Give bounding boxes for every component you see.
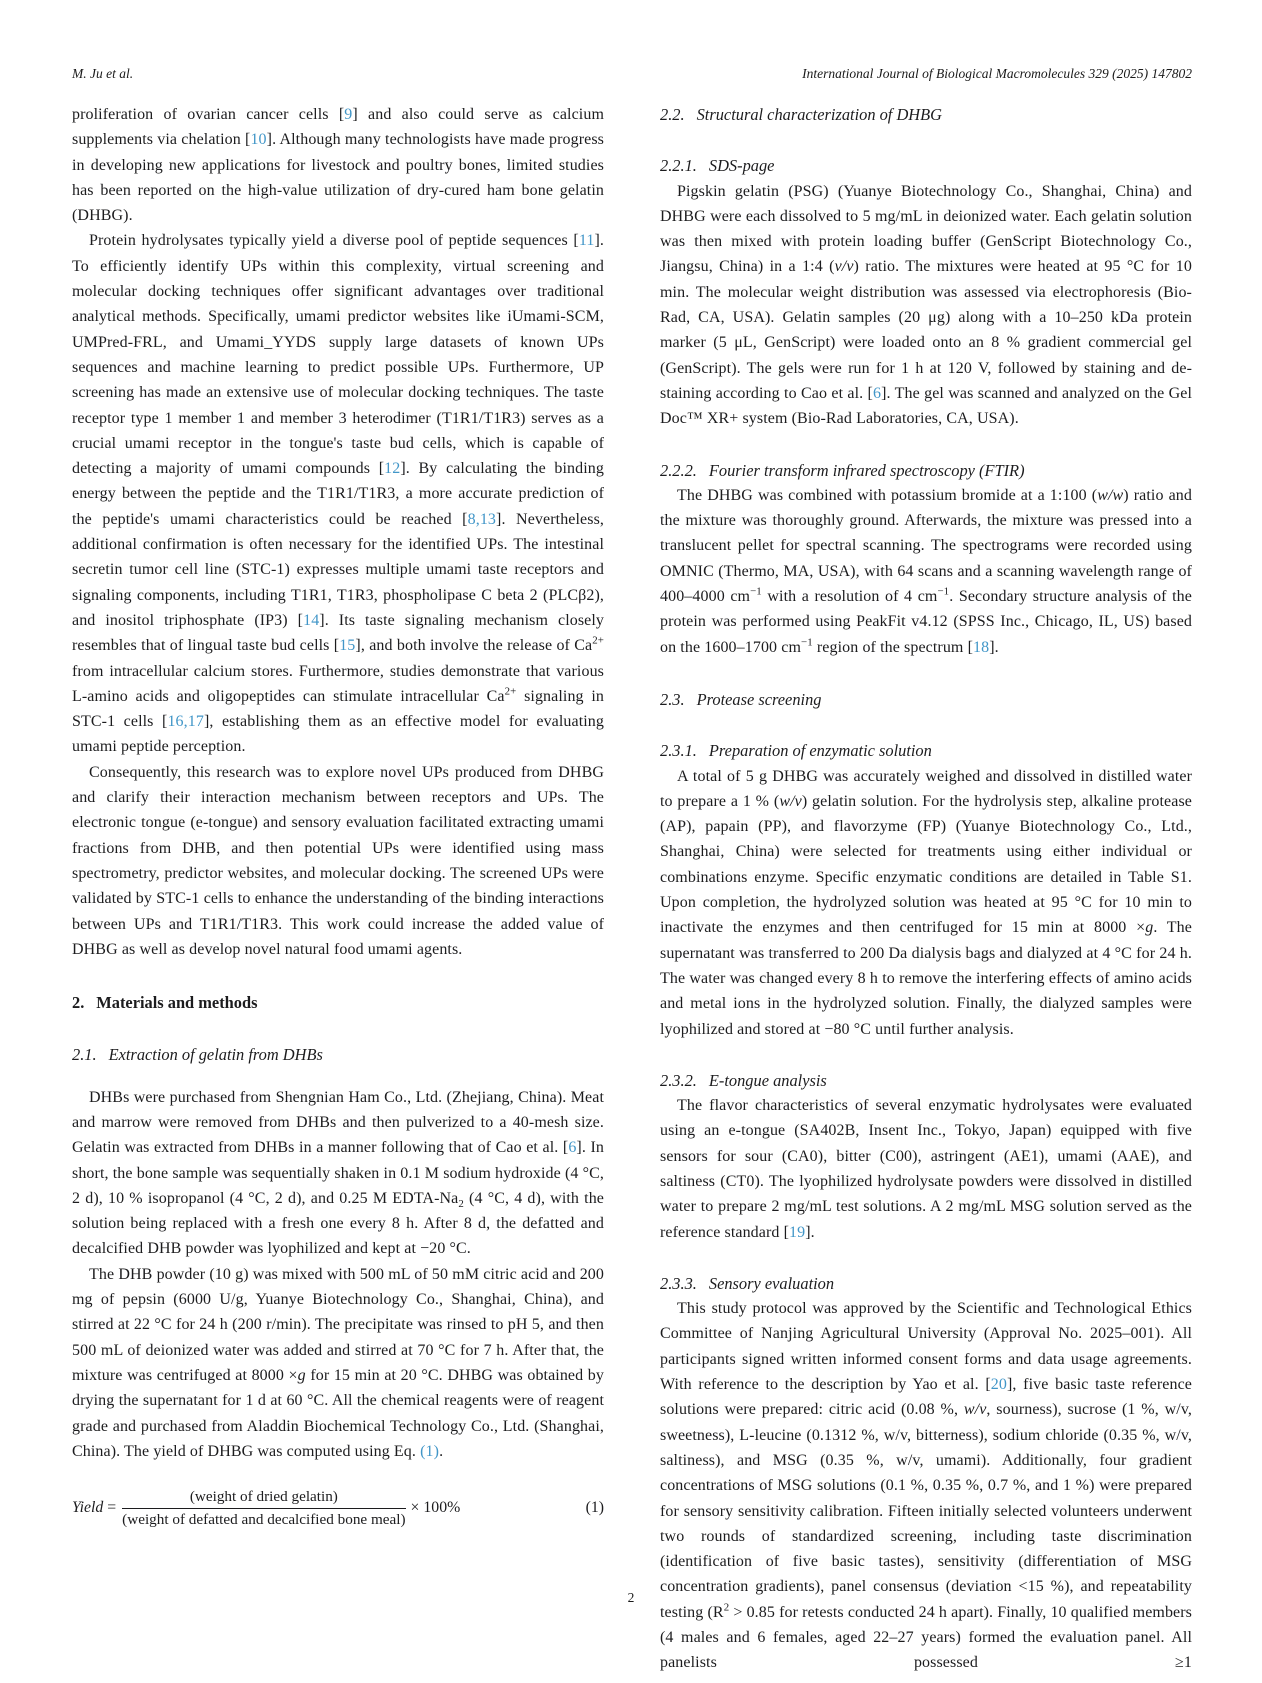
section-number: 2.2.2.	[660, 460, 697, 480]
text-segment: ) ratio and the mixture was thoroughly ground. Afterwards, the mixture was pressed into a translucent pellet for spectral scanning. The spectrograms were recorded using OMNIC (Thermo, MA, USA), with 64 scans and a scanning wavelength range of 400–4000 cm	[660, 486, 1192, 606]
text-segment: ]. To efficiently identify UPs within this complexity, virtual screening and molecular docking techniques offer significant advantages over traditional analytical methods. Specifically, umami predictor websites like iUmami-SCM, UMPred-FRL, and Umami_YYDS supply large datasets of known UPs sequences and machine learning to predict possible UPs. Furthermore, UP screening has made an extensive use of molecular docking techniques. The taste receptor type 1 member 1 and member 3 heterodimer (T1R1/T1R3) serves as a crucial umami receptor in the tongue's taste bud cells, which is capable of detecting a majority of umami compounds [	[72, 232, 604, 478]
section-title: E-tongue analysis	[708, 1070, 827, 1090]
equation-multiplier: × 100%	[410, 1499, 461, 1517]
left-column	[72, 102, 604, 1676]
paragraph	[72, 228, 604, 759]
paragraph	[72, 102, 604, 228]
section-number: 2.1.	[72, 1045, 97, 1065]
section-number: 2.2.1.	[660, 156, 697, 176]
text-segment: for 15 min at 20 °C. DHBG was obtained by drying the supernatant for 1 d at 60 °C. All the chemical reagents were of reagent grade and purchased from Aladdin Biochemical Technology Co., Ltd. (Shanghai, China). The yield of DHBG was computed using Eq.	[72, 1366, 604, 1460]
text-segment: g	[297, 1366, 306, 1384]
yield-equation	[72, 1488, 604, 1528]
text-segment: 2	[723, 1601, 730, 1614]
text-segment: (4 °C, 4 d), with the solution being replaced with a fresh one every 8 h. After 8 d, the defatted and decalcified DHB powder was lyophilized and kept at −20 °C.	[72, 1189, 604, 1258]
text-segment: 2	[458, 1198, 464, 1211]
paragraph	[660, 179, 1192, 432]
section-heading	[660, 738, 1192, 763]
section-number: 2.3.	[660, 689, 685, 709]
text-segment: signaling in STC-1 cells [	[72, 687, 604, 731]
text-segment: The DHBG was combined with potassium bromide at a 1:100 (	[677, 486, 1098, 504]
section-title: Protease screening	[696, 689, 822, 709]
citation-link[interactable]: 11	[578, 232, 595, 250]
text-segment: . Secondary structure analysis of the protein was performed using PeakFit v4.12 (SPSS Inc., Chicago, IL, US) based on the 1600–1700 cm	[660, 588, 1192, 656]
page-number: 2	[627, 1590, 635, 1605]
section-heading	[660, 1271, 1192, 1296]
citation-link[interactable]: 20	[990, 1376, 1007, 1394]
fraction-denominator: (weight of defatted and decalcified bone meal)	[122, 1510, 406, 1528]
text-segment: .	[439, 1442, 444, 1460]
text-segment: . The supernatant was transferred to 200 Da dialysis bags and dialyzed at 4 °C for 24 h. The water was changed every 8 h to remove the interfering effects of amino acids and metal ions in the hydrolyzed solution. Finally, the dialyzed samples were lyophilized and stored at −80 °C until further analysis.	[660, 919, 1192, 1038]
text-segment: ]. In short, the bone sample was sequentially shaken in 0.1 M sodium hydroxide (4 °C, 2 d), 10 % isopropanol (4 °C, 2 d), and 0.25 M EDTA-Na	[72, 1139, 605, 1207]
paragraph	[72, 1085, 604, 1262]
paragraph	[660, 1296, 1192, 1675]
section-number: 2.3.1.	[660, 741, 697, 761]
citation-link[interactable]: 16,17	[167, 713, 204, 731]
text-segment: proliferation of ovarian cancer cells [	[72, 106, 345, 123]
section-title: Extraction of gelatin from DHBs	[108, 1045, 323, 1065]
running-header	[72, 66, 1192, 82]
text-segment: > 0.85 for retests conducted 24 h apart). Finally, 10 qualified members (4 males and 6 females, aged 22–27 years) formed the evaluation panel. All panelists possessed ≥1	[660, 1603, 1192, 1672]
section-title: Structural characterization of DHBG	[696, 105, 942, 124]
text-segment: , sourness), sucrose (1 %, w/v, sweetness), L-leucine (0.1312 %, w/v, bitterness), sodium chloride (0.35 %, w/v, saltiness), and MSG (0.35 %, w/v, umami). Additionally, four gradient concentrations of MSG solutions (0.1 %, 0.35 %, 0.7 %, and 1 %) were prepared for sensory sensitivity calibration. Fifteen initially selected volunteers underwent two rounds of standardized screening, including taste discrimination (identification of five basic tastes), sensitivity (differentiation of MSG concentration gradients), panel consensus (deviation <15 %), and repeatability testing (R	[660, 1401, 1192, 1621]
citation-link[interactable]: 8,13	[467, 510, 497, 528]
text-segment: ].	[989, 638, 999, 656]
equation-fraction	[122, 1488, 405, 1528]
paragraph	[72, 760, 604, 962]
right-column	[660, 102, 1192, 1676]
page-footer	[0, 1590, 1262, 1606]
section-heading	[72, 1042, 604, 1067]
text-segment: 2+	[504, 685, 517, 698]
text-segment: ].	[805, 1223, 815, 1241]
citation-link[interactable]: 10	[250, 131, 267, 149]
section-heading	[660, 102, 1192, 127]
citation-link[interactable]: 19	[789, 1223, 806, 1241]
text-segment: w/v	[963, 1401, 987, 1419]
two-column-content	[72, 102, 1192, 1676]
section-heading	[660, 687, 1192, 712]
text-segment: ]. By calculating the binding energy between the peptide and the T1R1/T1R3, a more accurate prediction of the peptide's umami characteristics could be reached [	[72, 460, 605, 528]
text-segment: ], establishing them as an effective model for evaluating umami peptide perception.	[72, 713, 605, 756]
citation-link[interactable]: 6	[568, 1139, 577, 1157]
text-segment: g	[1145, 919, 1154, 937]
section-heading	[72, 990, 604, 1015]
citation-link[interactable]: 9	[344, 106, 353, 123]
text-segment: ]. Its taste signaling mechanism closely resembles that of lingual taste bud cells [	[72, 611, 605, 655]
section-heading	[660, 458, 1192, 483]
section-title: SDS-page	[708, 156, 775, 176]
section-heading	[660, 153, 1192, 178]
equation-label: (1)	[585, 1499, 604, 1517]
text-segment: −1	[750, 585, 762, 598]
text-segment: ] and also could serve as calcium supplements via chelation [	[72, 106, 604, 149]
text-segment: DHBs were purchased from Shengnian Ham Co., Ltd. (Zhejiang, China). Meat and marrow were removed from DHBs and then pulverized to a 40-mesh size. Gelatin was extracted from DHBs in a manner following that of Cao et al. [	[72, 1088, 604, 1157]
text-segment: region of the spectrum [	[812, 638, 974, 656]
section-number: 2.3.3.	[660, 1273, 697, 1293]
text-segment: v/v	[834, 258, 854, 276]
fraction-numerator: (weight of dried gelatin)	[122, 1488, 405, 1508]
citation-link[interactable]: 6	[873, 384, 882, 402]
text-segment: Protein hydrolysates typically yield a diverse pool of peptide sequences [	[89, 232, 579, 250]
header-journal: International Journal of Biological Macromolecules 329 (2025) 147802	[802, 66, 1192, 81]
text-segment: ) ratio. The mixtures were heated at 95 °C for 10 min. The molecular weight distribution was assessed via electrophoresis (Bio-Rad, CA, USA). Gelatin samples (20 μg) along with a 10–250 kDa protein marker (5 μL, GenScript) were loaded onto an 8 % gradient commercial gel (GenScript). The gels were run for 1 h at 120 V, followed by staining and de-staining according to Cao et al. [	[660, 258, 1192, 402]
section-number: 2.2.	[660, 105, 685, 124]
section-title: Materials and methods	[96, 993, 258, 1013]
equation-variable: Yield	[72, 1499, 104, 1517]
text-segment: ]. Although many technologists have made progress in developing new applications for livestock and poultry bones, limited studies has been reported on the high-value utilization of dry-cured ham bone gelatin (DHBG).	[72, 131, 604, 225]
text-segment: A total of 5 g DHBG was accurately weighed and dissolved in distilled water to prepare a 1 % (	[660, 767, 1192, 810]
paragraph	[660, 764, 1192, 1042]
text-segment: ) gelatin solution. For the hydrolysis step, alkaline protease (AP), papain (PP), and flavorzyme (FP) (Yuanye Biotechnology Co., Ltd., Shanghai, China) were selected for treatments using either individual or combinations enzyme. Specific enzymatic conditions are detailed in Table S1. Upon completion, the hydrolyzed solution was heated at 95 °C for 10 min to inactivate the enzymes and then centrifuged for 15 min at 8000 ×	[660, 792, 1192, 937]
section-number: 2.3.2.	[660, 1070, 697, 1090]
section-number: 2.	[72, 993, 85, 1013]
text-segment: ]. The gel was scanned and analyzed on the Gel Doc™ XR+ system (Bio-Rad Laboratories, CA, USA).	[660, 384, 1192, 428]
text-segment: with a resolution of 4 cm	[761, 588, 938, 606]
section-title: Preparation of enzymatic solution	[708, 741, 932, 761]
text-segment: 2+	[592, 634, 604, 647]
text-segment: This study protocol was approved by the Scientific and Technological Ethics Committee of Nanjing Agricultural University (Approval No. 2025–001). All participants signed written informed consent forms and data usage agreements. With reference to the description by Yao et al. [	[660, 1300, 1192, 1394]
paragraph	[660, 483, 1192, 660]
text-segment: −1	[937, 585, 950, 598]
text-segment: The flavor characteristics of several enzymatic hydrolysates were evaluated using an e-tongue (SA402B, Insent Inc., Tokyo, Japan) equipped with five sensors for sour (CA0), bitter (C00), astringent (AE1), umami (AAE), and saltiness (CT0). The lyophilized hydrolysate powders were dissolved in distilled water to prepare 2 mg/mL test solutions. A 2 mg/mL MSG solution served as the reference standard [	[660, 1097, 1192, 1241]
text-segment: from intracellular calcium stores. Furthermore, studies demonstrate that various L-amino acids and oligopeptides can stimulate intracellular Ca	[72, 662, 604, 705]
citation-link[interactable]: 14	[303, 611, 320, 629]
section-heading	[660, 1068, 1192, 1093]
citation-link[interactable]: 15	[339, 637, 356, 655]
text-segment: Consequently, this research was to explore novel UPs produced from DHBG and clarify their interaction mechanism between receptors and UPs. The electronic tongue (e-tongue) and sensory evaluation facilitated extracting umami fractions from DHB, and then potential UPs were identified using mass spectrometry, predictor websites, and molecular docking. The screened UPs were validated by STC-1 cells to enhance the understanding of the binding interactions between UPs and T1R1/T1R3. This work could increase the added value of DHBG as well as develop novel natural food umami agents.	[72, 763, 604, 958]
citation-link[interactable]: (1)	[420, 1442, 440, 1460]
text-segment: ], and both involve the release of Ca	[355, 637, 593, 655]
citation-link[interactable]: 12	[384, 460, 401, 478]
header-author: M. Ju et al.	[72, 66, 134, 81]
text-segment: w/w	[1097, 486, 1124, 504]
section-title: Sensory evaluation	[708, 1273, 835, 1293]
text-segment: ], five basic taste reference solutions were prepared: citric acid (0.08 %,	[660, 1376, 1192, 1419]
equation-lhs: Yield =	[72, 1499, 117, 1517]
text-segment: −1	[801, 636, 813, 649]
section-title: Fourier transform infrared spectroscopy (FTIR)	[708, 460, 1025, 480]
citation-link[interactable]: 18	[973, 638, 990, 656]
text-segment: The DHB powder (10 g) was mixed with 500 mL of 50 mM citric acid and 200 mg of pepsin (6000 U/g, Yuanye Biotechnology Co., Shanghai, China), and stirred at 22 °C for 24 h (200 r/min). The precipitate was rinsed to pH 5, and then 500 mL of deionized water was added and stirred at 70 °C for 7 h. After that, the mixture was centrifuged at 8000 ×	[72, 1265, 604, 1384]
paragraph	[72, 1262, 604, 1464]
text-segment: w/v	[779, 792, 802, 810]
text-segment: Pigskin gelatin (PSG) (Yuanye Biotechnology Co., Shanghai, China) and DHBG were each dissolved to 5 mg/mL in deionized water. Each gelatin solution was then mixed with protein loading buffer (GenScript Biotechnology Co., Jiangsu, China) in a 1:4 (	[660, 182, 1192, 276]
paragraph	[660, 1093, 1192, 1245]
text-segment: ]. Nevertheless, additional confirmation is often necessary for the identified UPs. The intestinal secretin tumor cell line (STC-1) expresses multiple umami taste receptors and signaling components, including T1R1, T1R3, phospholipase C beta 2 (PLCβ2), and inositol triphosphate (IP3) [	[72, 510, 604, 629]
